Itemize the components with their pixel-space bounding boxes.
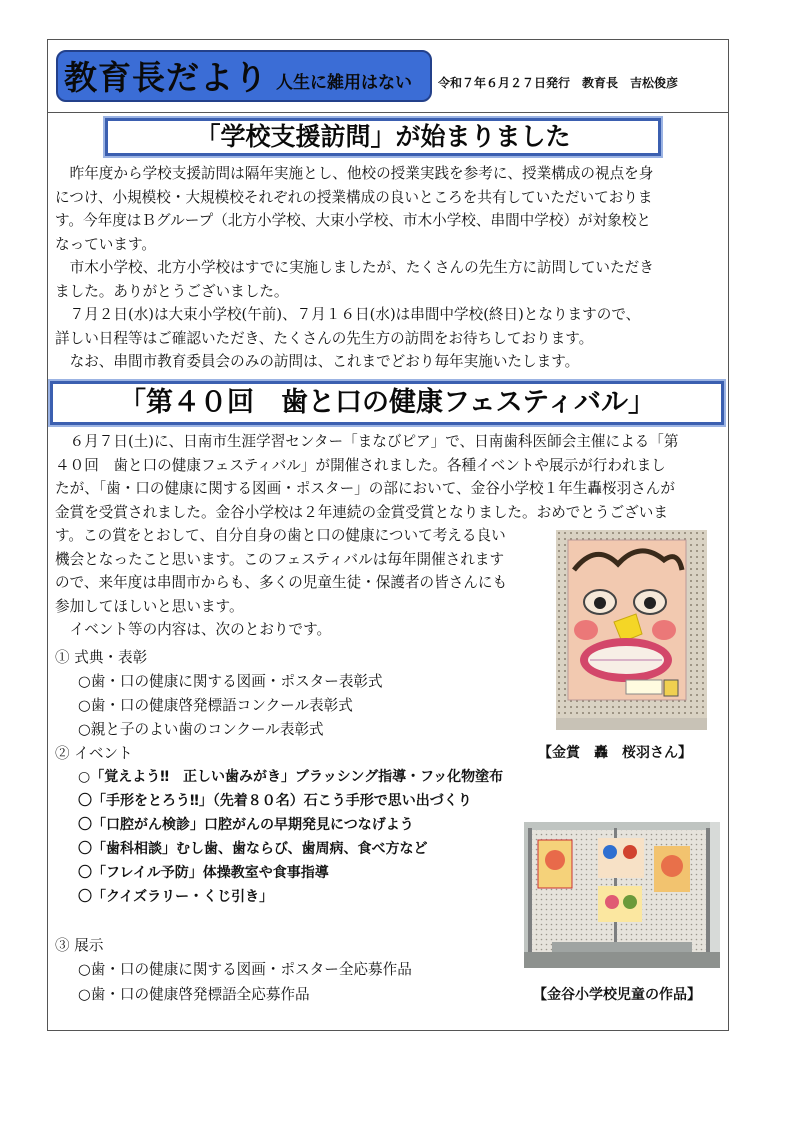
section1-heading: 「学校支援訪問」が始まりました: [105, 118, 661, 156]
list3-item: ○歯・口の健康に関する図画・ポスター全応募作品: [78, 961, 412, 978]
list1-item: ○歯・口の健康啓発標語コンクール表彰式: [78, 697, 353, 714]
section1-line: につけ、小規模校・大規模校それぞれの授業構成の良いところを共有していただいておりま: [55, 188, 653, 206]
section1-body: [55, 162, 654, 374]
section2-line: イベント等の内容は、次のとおりです。: [55, 621, 332, 638]
section1-line: 詳しい日程等はご確認いただき、たくさんの先生方の訪問をお待ちしております。: [55, 329, 594, 347]
section2-line: 機会となったこと思います。このフェスティバルは毎年開催されます: [55, 550, 505, 568]
section1-line: 市木小学校、北方小学校はすでに実施しましたが、たくさんの先生方に訪問していただき: [55, 259, 654, 276]
section2-heading: 「第４０回 歯と口の健康フェスティバル」: [50, 381, 724, 425]
section1-line: ました。ありがとうございました。: [55, 282, 289, 300]
section1-line: 昨年度から学校支援訪問は隔年実施とし、他校の授業実践を参考に、授業構成の視点を身: [55, 165, 654, 182]
newsletter-title: 教育長だより: [64, 58, 268, 97]
section1-line: ７月２日(水)は大束小学校(午前)、７月１６日(水)は串間中学校(終日)となりますので、: [55, 306, 641, 323]
list2-item: 〇「手形をとろう‼」（先着８０名）石こう手形で思い出づくり: [78, 793, 472, 809]
list2-item: 〇「フレイル予防」体操教室や食事指導: [78, 865, 329, 881]
section2-line: たが、「歯・口の健康に関する図画・ポスター」の部において、金谷小学校１年生轟桜羽さんが: [55, 480, 675, 497]
student-works-photo: [524, 822, 720, 968]
list3-heading: ③ 展示: [55, 937, 104, 954]
newsletter-subtitle: 人生に雑用はない: [276, 73, 412, 93]
photo2-caption: 【金谷小学校児童の作品】: [533, 987, 701, 1003]
list2-item: 〇「口腔がん検診」口腔がんの早期発見につなげよう: [78, 817, 414, 833]
list1-heading: ① 式典・表彰: [55, 649, 148, 666]
list2-item: 〇「歯科相談」むし歯、歯ならび、歯周病、食べ方など: [78, 841, 428, 857]
section2-line: 参加してほしいと思います。: [55, 597, 244, 615]
list1-item: ○親と子のよい歯のコンクール表彰式: [78, 721, 324, 738]
list2-item: 〇「クイズラリー・くじ引き」: [78, 889, 274, 905]
section2-line: す。この賞をとおして、自分自身の歯と口の健康について考える良い: [55, 527, 506, 544]
masthead-divider: [47, 112, 729, 113]
list2-item: ○「覚えよう‼ 正しい歯みがき」ブラッシング指導・フッ化物塗布: [78, 769, 504, 785]
photo1-caption: 【金賞 轟 桜羽さん】: [538, 745, 692, 761]
section1-line: なっています。: [55, 235, 156, 253]
list2-heading: ② イベント: [55, 745, 133, 762]
issue-info: 令和７年６月２７日発行 教育長 吉松俊彦: [438, 76, 679, 90]
section2-line: 金賞を受賞されました。金谷小学校は２年連続の金賞受賞となりました。おめでとうございま: [55, 503, 668, 521]
list3-item: ○歯・口の健康啓発標語全応募作品: [78, 986, 310, 1003]
section2-line: ６月７日(土)に、日南市生涯学習センター「まなびピア」で、日南歯科医師会主催による「第: [55, 433, 679, 450]
section2-line: ４０回 歯と口の健康フェスティバル」が開催されました。各種イベントや展示が行われまし: [55, 456, 666, 474]
award-poster-photo: [556, 530, 707, 730]
section2-line: ので、来年度は串間市からも、多くの児童生徒・保護者の皆さんにも: [55, 574, 508, 591]
list1-item: ○歯・口の健康に関する図画・ポスター表彰式: [78, 673, 383, 690]
section1-line: なお、串間市教育委員会のみの訪問は、これまでどおり毎年実施いたします。: [55, 353, 580, 370]
section1-line: す。今年度はＢグループ（北方小学校、大束小学校、市木小学校、串間中学校）が対象校と: [55, 212, 652, 229]
